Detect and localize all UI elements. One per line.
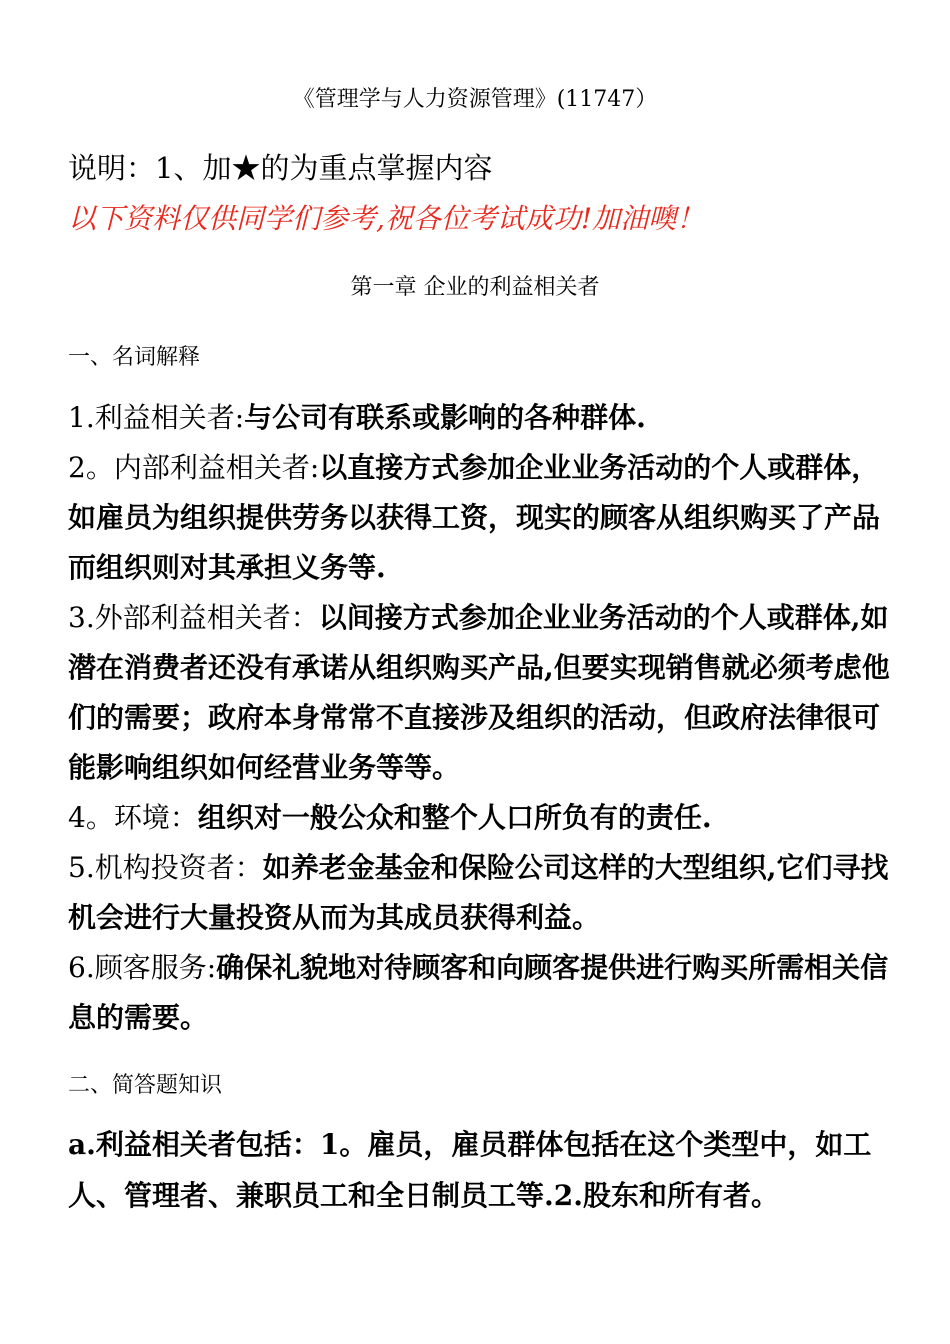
section-heading-definitions: 一、名词解释	[68, 345, 201, 370]
definitions-list	[68, 393, 898, 1043]
definition-term: 4。环境：	[68, 801, 198, 834]
note-line: 说明：1、加★的为重点掌握内容	[68, 151, 493, 185]
definition-body: 如养老金基金和保险公司这样的大型组织,它们寻找机会进行大量投资从而为其成员获得利益。	[68, 851, 889, 934]
answer-paragraph: a.利益相关者包括：1。雇员，雇员群体包括在这个类型中，如工人、管理者、兼职员工和全日制员工等.2.股东和所有者。	[68, 1128, 872, 1212]
definition-item	[68, 593, 898, 793]
definition-item	[68, 393, 898, 443]
definition-body: 确保礼貌地对待顾客和向顾客提供进行购买所需相关信息的需要。	[68, 951, 889, 1034]
definition-body: 以间接方式参加企业业务活动的个人或群体,如潜在消费者还没有承诺从组织购买产品,但要实现销售就必须考虑他们的需要；政府本身常常不直接涉及组织的活动，但政府法律很可能影响组织如何经营业务等等。	[68, 601, 890, 784]
chapter-title: 第一章 企业的利益相关者	[350, 275, 600, 300]
document-title: 《管理学与人力资源管理》(11747）	[292, 87, 658, 112]
definition-body: 以直接方式参加企业业务活动的个人或群体，如雇员为组织提供劳务以获得工资，现实的顾客从组织购买了产品而组织则对其承担义务等.	[68, 451, 881, 584]
definition-term: 1.利益相关者:	[68, 401, 245, 434]
note-red-line: 以下资料仅供同学们参考,祝各位考试成功!加油噢！	[68, 202, 705, 235]
definition-term: 6.顾客服务:	[68, 951, 217, 984]
definition-term: 3.外部利益相关者：	[68, 601, 319, 634]
definition-item	[68, 943, 898, 1043]
definition-term: 2。内部利益相关者:	[68, 451, 320, 484]
definition-body: 组织对一般公众和整个人口所负有的责任.	[197, 801, 712, 834]
definition-term: 5.机构投资者：	[68, 851, 263, 884]
definition-item	[68, 843, 898, 943]
definition-item	[68, 443, 898, 593]
section-heading-short-answer: 二、简答题知识	[68, 1073, 223, 1098]
definition-item	[68, 793, 898, 843]
definition-body: 与公司有联系或影响的各种群体.	[244, 401, 646, 434]
